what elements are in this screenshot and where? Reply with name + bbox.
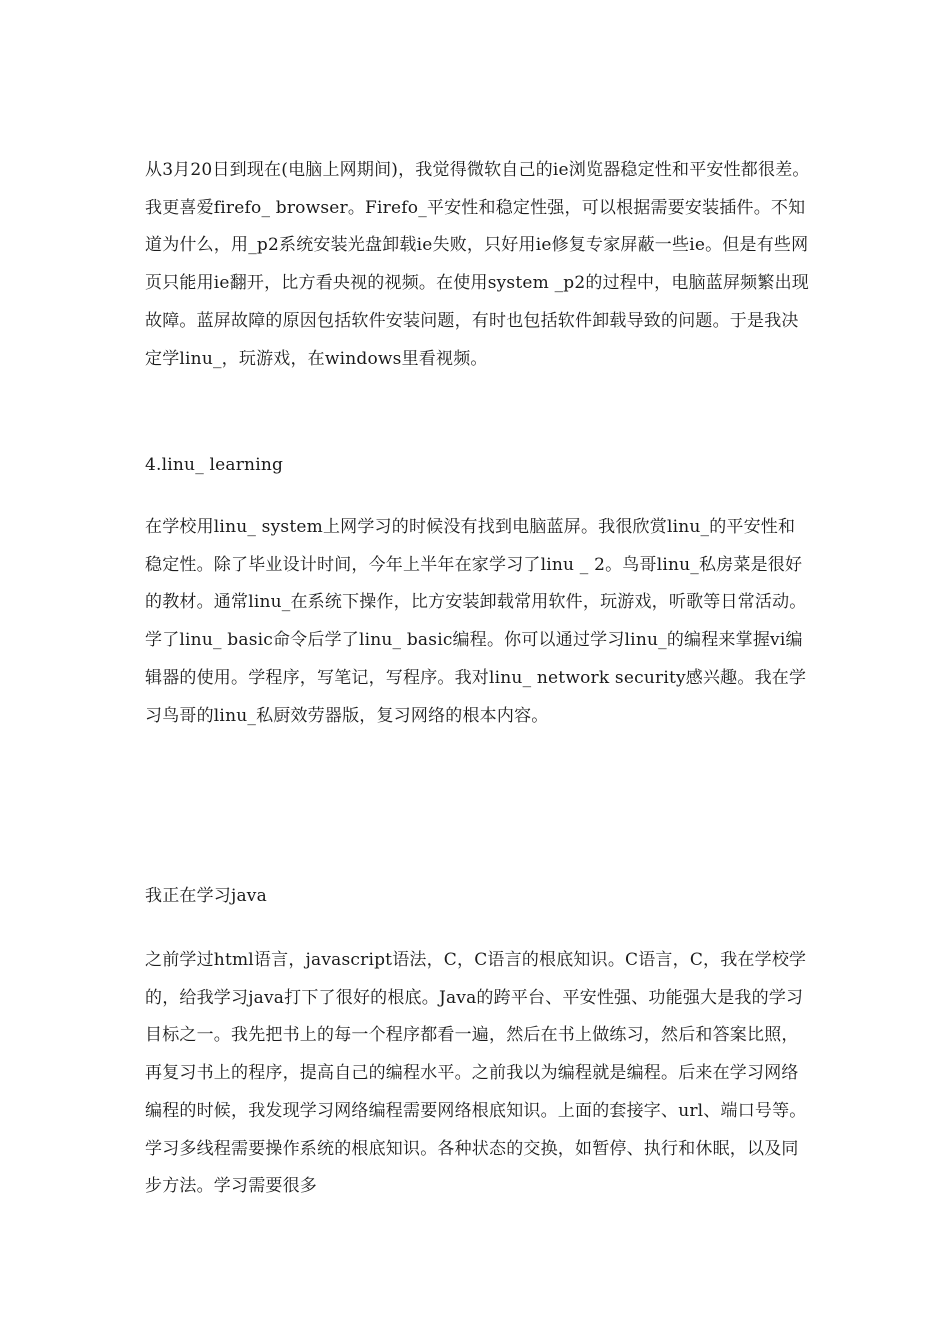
paragraph-browser-experience: 从3月20日到现在(电脑上网期间)，我觉得微软自己的ie浏览器稳定性和平安性都很差。我更喜爱firefo_ browser。Firefo_平安性和稳定性强，可以根据需要安装插件。不知道为什么，用_p2系统安装光盘卸载ie失败，只好用ie修复专家屏蔽一些ie。但是有些网页只能用ie翻开，比方看央视的视频。在使用system _p2的过程中，电脑蓝屏频繁出现故障。蓝屏故障的原因包括软件安装问题，有时也包括软件卸载导致的问题。于是我决定学linu_，玩游戏，在windows里看视频。 xyxy=(145,160,810,369)
section-heading-java: 我正在学习java xyxy=(145,886,267,906)
paragraph-linux-study: 在学校用linu_ system上网学习的时候没有找到电脑蓝屏。我很欣赏linu_的平安性和稳定性。除了毕业设计时间，今年上半年在家学习了linu _ 2。鸟哥linu_私房菜是很好的教材。通常linu_在系统下操作，比方安装卸载常用软件，玩游戏，听歌等日常活动。学了linu_ basic命令后学了linu_ basic编程。你可以通过学习linu_的编程来掌握vi编辑器的使用。学程序，写笔记，写程序。我对linu_ network security感兴趣。我在学习鸟哥的linu_私厨效劳器版，复习网络的根本内容。 xyxy=(145,517,807,726)
section-heading-linux-learning: 4.linu_ learning xyxy=(145,455,284,475)
paragraph-java-study: 之前学过html语言，javascript语法，C，C语言的根底知识。C语言，C，我在学校学的，给我学习java打下了很好的根底。Java的跨平台、平安性强、功能强大是我的学习目标之一。我先把书上的每一个程序都看一遍，然后在书上做练习，然后和答案比照，再复习书上的程序，提高自己的编程水平。之前我以为编程就是编程。后来在学习网络编程的时候，我发现学习网络编程需要网络根底知识。上面的套接字、url、端口号等。学习多线程需要操作系统的根底知识。各种状态的交换，如暂停、执行和休眠，以及同步方法。学习需要很多 xyxy=(145,950,807,1197)
